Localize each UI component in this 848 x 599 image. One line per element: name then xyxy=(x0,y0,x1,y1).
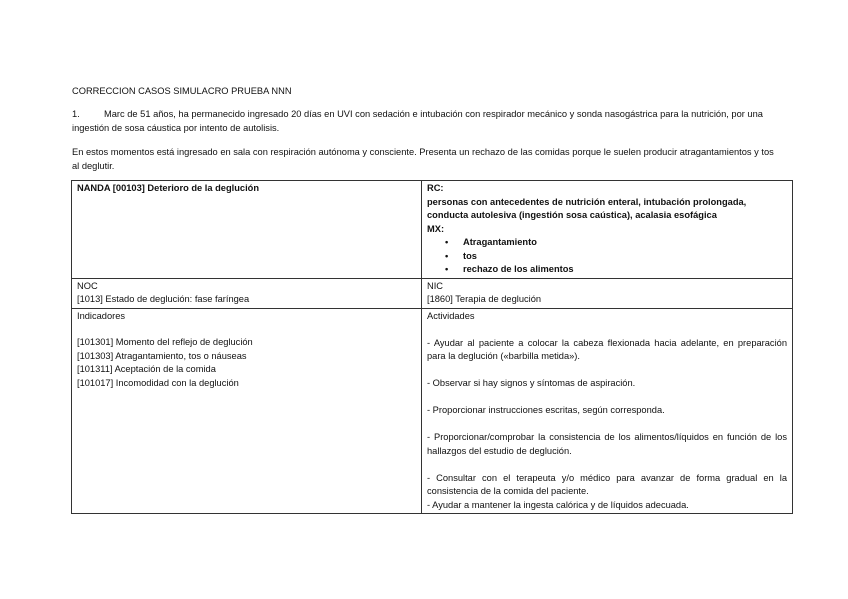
bullet-icon: • xyxy=(445,250,449,261)
list-item: • rechazo de los alimentos xyxy=(463,263,787,277)
noc-value: [1013] Estado de deglución: fase faríngea xyxy=(77,294,250,304)
mx-list xyxy=(427,236,787,277)
case-number: 1. xyxy=(72,109,80,119)
rc-cell xyxy=(422,181,793,279)
table-row xyxy=(72,278,793,308)
list-item: - Observar si hay signos y síntomas de aspiración. xyxy=(427,378,636,388)
indicators-cell xyxy=(72,308,422,514)
care-plan-table xyxy=(71,180,793,514)
nic-value: [1860] Terapia de deglución xyxy=(427,294,542,304)
noc-label: NOC xyxy=(77,280,98,291)
nic-cell xyxy=(422,278,793,308)
activities-label: Actividades xyxy=(427,310,475,321)
list-item: - Proporcionar/comprobar la consistencia de los alimentos/líquidos en función de los hallazgos del estudio de deglución. xyxy=(427,432,787,456)
nic-label: NIC xyxy=(427,280,444,291)
list-item: - Ayudar a mantener la ingesta calórica y de líquidos adecuada. xyxy=(427,499,689,510)
list-item: [101311] Aceptación de la comida xyxy=(77,364,216,374)
indicators-label: Indicadores xyxy=(77,310,126,321)
list-item: - Proporcionar instrucciones escritas, según corresponda. xyxy=(427,405,665,415)
rc-text: personas con antecedentes de nutrición enteral, intubación prolongada, conducta autolesiva (ingestión sosa caústica), acalasia esofágica xyxy=(427,196,747,220)
list-item: [101301] Momento del reflejo de deglución xyxy=(77,337,253,347)
table-row xyxy=(72,308,793,514)
list-item: [101303] Atragantamiento, tos o náuseas xyxy=(77,350,247,361)
situation-paragraph: En estos momentos está ingresado en sala con respiración autónoma y consciente. Presenta un rechazo de las comidas porque le suelen producir atragantamientos y tos al deglutir. xyxy=(72,147,774,171)
list-item: • Atragantamiento xyxy=(463,236,787,250)
activities-cell xyxy=(422,308,793,514)
list-item: • tos xyxy=(463,250,787,264)
case-text: Marc de 51 años, ha permanecido ingresado 20 días en UVI con sedación e intubación con respirador mecánico y sonda nasogástrica para la nutrición, por una ingestión de sosa cáustica por intento de autolisis. xyxy=(72,109,763,133)
list-item: [101017] Incomodidad con la deglución xyxy=(77,377,239,388)
indicators-list xyxy=(77,336,416,390)
case-paragraph xyxy=(72,108,778,135)
nanda-diagnosis: NANDA [00103] Deterioro de la deglución xyxy=(77,183,260,193)
table-row xyxy=(72,181,793,279)
nanda-cell xyxy=(72,181,422,279)
list-item: - Consultar con el terapeuta y/o médico para avanzar de forma gradual en la consistencia de la comida del paciente. xyxy=(427,472,787,496)
list-item: - Ayudar al paciente a colocar la cabeza flexionada hacia adelante, en preparación para la deglución («barbilla metida»). xyxy=(427,337,787,361)
noc-cell xyxy=(72,278,422,308)
mx-label: MX: xyxy=(427,223,445,234)
bullet-icon: • xyxy=(445,237,449,247)
bullet-icon: • xyxy=(445,264,449,274)
document-title: CORRECCION CASOS SIMULACRO PRUEBA NNN xyxy=(72,86,292,96)
rc-label: RC: xyxy=(427,183,444,193)
